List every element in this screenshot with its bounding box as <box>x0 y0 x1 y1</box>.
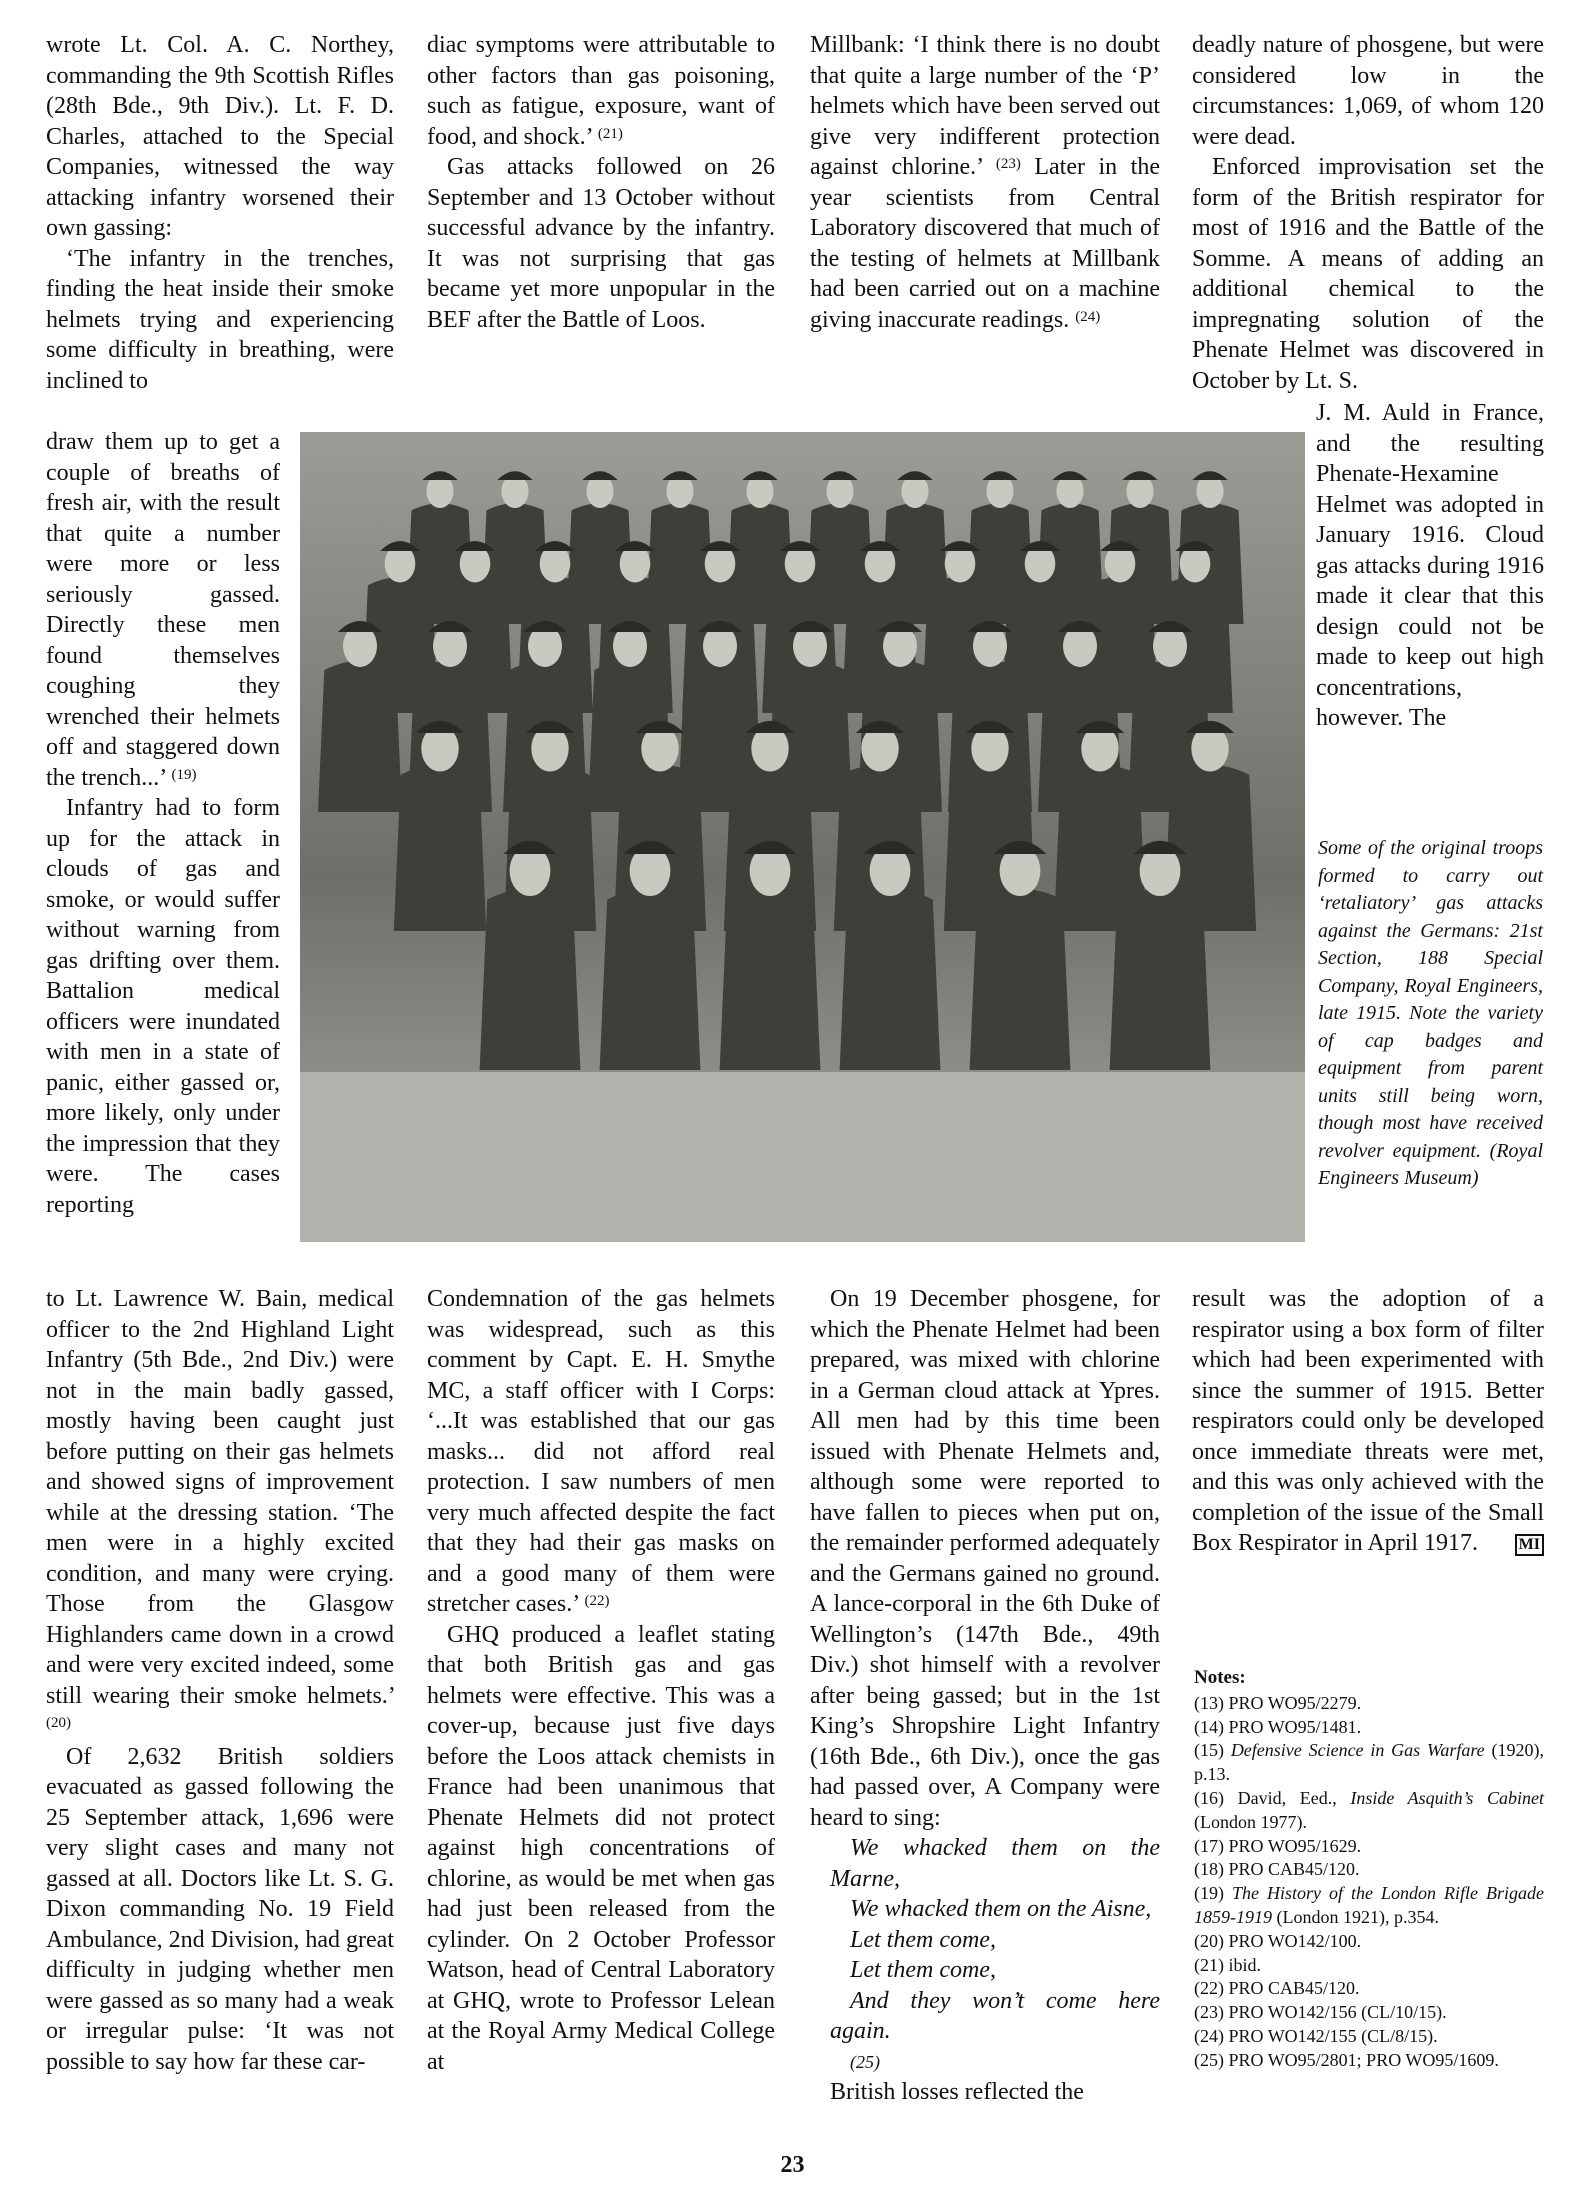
footnote-ref: (20) <box>46 1715 71 1731</box>
soldier-body <box>394 765 486 931</box>
note-item: (21) ibid. <box>1194 1954 1262 1975</box>
column-4-top <box>1192 30 1544 396</box>
footnote-ref: (23) <box>995 156 1021 172</box>
soldier-body <box>840 889 941 1070</box>
column-3-top <box>810 30 1160 335</box>
paragraph: ‘The infantry in the trenches, finding the heat inside their smoke helmets trying and experiencing some difficulty in breathing, were inclined to <box>46 245 394 394</box>
column-2-top <box>427 30 775 335</box>
paragraph: result was the adoption of a respirator using a box form of filter which had been experimented with since the summer of 1915. Better respirators could only be developed once immediate threats were met, and this was only achieved with the completion of the issue of the Small Box Respirator in April 1917. MI <box>1192 1286 1544 1556</box>
paragraph: GHQ produced a leaflet stating that both British gas and gas helmets were effective. This was a cover-up, because just five days before the Loos attack chemists in France had been unanimous that Phenate Helmets did not protect against high concentrations of chlorine, as would be met when gas had just been released from the cylinder. On 2 October Professor Watson, head of Central Laboratory at GHQ, wrote to Professor Lelean at the Royal Army Medical College at <box>427 1621 775 2075</box>
paragraph: Gas attacks followed on 26 September and 13 October without successful advance by the infantry. It was not surprising that gas became yet more unpopular in the BEF after the Battle of Loos. <box>427 154 775 333</box>
paragraph: Enforced improvisation set the form of the British respirator for most of 1916 and the Battle of the Somme. A means of adding an additional chemical to the impregnating solution of the Phenate Helmet was discovered in October by Lt. S. <box>1192 154 1544 394</box>
notes-heading: Notes: <box>1194 1667 1246 1688</box>
soldier-body <box>720 889 821 1070</box>
soldier-body <box>318 661 402 812</box>
verse <box>810 1833 1160 2077</box>
verse-line: Let them come, <box>850 1957 996 1983</box>
note-item: (25) PRO WO95/2801; PRO WO95/1609. <box>1194 2049 1499 2070</box>
note-item: (18) PRO CAB45/120. <box>1194 1859 1360 1880</box>
column-4-bottom <box>1192 1284 1544 1559</box>
paragraph: wrote Lt. Col. A. C. Northey, commanding the 9th Scottish Rifles (28th Bde., 9th Div.). Lt. F. D. Charles, attached to the Special Companies, witnessed the way attacking infantry worsened their own gassing: <box>46 32 394 241</box>
notes-list <box>1194 1692 1544 2073</box>
footnote-ref: (22) <box>584 1593 610 1609</box>
verse-line: Let them come, <box>850 1926 996 1953</box>
note-item: (19) The History of the London Rifle Brigade 1859-1919 (London 1921), p.354. <box>1194 1883 1544 1927</box>
note-item: (13) PRO WO95/2279. <box>1194 1692 1362 1713</box>
page-number: 23 <box>780 2152 805 2178</box>
note-item: (24) PRO WO142/155 (CL/8/15). <box>1194 2025 1438 2046</box>
column-3-bottom <box>810 1284 1160 2108</box>
photo-caption: Some of the original troops formed to carry out ‘retaliatory’ gas attacks against the Germans: 21st Section, 188 Special Company, Royal Engineers, late 1915. Note the variety of cap badges and equipment from parent units still being worn, though most have received revolver equipment. (Royal Engineers Museum) <box>1318 837 1543 1189</box>
footnote-ref: (24) <box>1075 308 1101 325</box>
note-item: (15) Defensive Science in Gas Warfare (1920), p.13. <box>1194 1740 1544 1785</box>
column-4-narrow <box>1316 398 1544 734</box>
verse-line: And they won’t come here again. <box>830 1987 1160 2044</box>
footnote-ref: (25) <box>850 2051 880 2072</box>
column-1-bottom <box>46 1284 394 2077</box>
notes-section <box>1194 1666 1544 2073</box>
note-item: (17) PRO WO95/1629. <box>1194 1835 1362 1856</box>
paragraph: Of 2,632 British soldiers evacuated as gassed following the 25 September attack, 1,696 were very slight cases and many not gassed at all. Doctors like Lt. S. G. Dixon commanding No. 19 Field Ambulance, 2nd Division, had great difficulty in judging whether men were gassed as so many had a weak or irregular pulse: ‘It was not possible to say how far these car- <box>46 1743 394 2075</box>
paragraph: deadly nature of phosgene, but were considered low in the circumstances: 1,069, of whom 120 were dead. <box>1192 32 1544 150</box>
note-item: (23) PRO WO142/156 (CL/10/15). <box>1194 2002 1447 2023</box>
paragraph: Millbank: ‘I think there is no doubt that quite a large number of the ‘P’ helmets which have been served out give very indifferent protection against chlorine.’ $^{(23)}$ Later in the year scientists from Central Laboratory discovered that much of the testing of helmets at Millbank had been carried out on a machine giving inaccurate readings. $^{(24)}$ <box>810 32 1161 333</box>
paragraph: British losses reflected the <box>830 2079 1084 2105</box>
verse-line: We whacked them on the Aisne, <box>850 1896 1152 1922</box>
column-2-bottom <box>427 1284 775 2077</box>
column-1-narrow <box>46 427 280 1220</box>
paragraph: On 19 December phosgene, for which the Phenate Helmet had been prepared, was mixed with chlorine in a German cloud attack at Ypres. All men had by this time been issued with Phenate Helmets and, although some were reported to have fallen to pieces when put on, the remainder performed adequately and the Germans gained no ground. A lance-corporal in the 6th Duke of Wellington’s (147th Bde., 49th Div.) shot himself with a revolver after being gassed; but in the 1st King’s Shropshire Light Infantry (16th Bde., 6th Div.), once the gas had passed over, A Company were heard to sing: <box>810 1286 1160 1831</box>
note-item: (16) David, Eed., Inside Asquith’s Cabinet (London 1977). <box>1194 1787 1544 1832</box>
footnote-ref: (19) <box>171 766 197 783</box>
soldier-body <box>970 889 1071 1070</box>
paragraph: to Lt. Lawrence W. Bain, medical officer to the 2nd Highland Light Infantry (5th Bde., 2nd Div.) were not in the main badly gassed, mostly having been caught just before putting on their gas helmets and showed signs of improvement while at the dressing station. ‘The men were in a highly excited condition, and many were crying. Those from the Glasgow Highlanders came down in a crowd and were very excited indeed, some still wearing their smoke helmets.’ $^{(20)}$ <box>46 1286 394 1731</box>
note-item: (20) PRO WO142/100. <box>1194 1930 1362 1951</box>
paragraph: draw them up to get a couple of breaths of fresh air, with the result that quite a number were more or less seriously gassed. Directly these men found themselves coughing they wrenched their helmets off and staggered down the trench...’ $^{(19)}$ <box>46 429 280 791</box>
paragraph: diac symptoms were attributable to other factors than gas poisoning, such as fatigue, exposure, want of food, and shock.’ $^{(21)}$ <box>427 32 775 150</box>
end-of-article-logo: MI <box>1515 1534 1544 1556</box>
column-1-top <box>46 30 394 396</box>
footnote-ref: (21) <box>597 125 623 142</box>
note-item: (14) PRO WO95/1481. <box>1194 1716 1362 1737</box>
paragraph: J. M. Auld in France, and the resulting Phenate-Hexamine Helmet was adopted in January 1916. Cloud gas attacks during 1916 made it clear that this design could not be made to keep out high concentrations, however. The <box>1316 400 1544 731</box>
soldier-body <box>480 889 581 1070</box>
verse-line: We whacked them on the Marne, <box>830 1835 1160 1892</box>
soldier-body <box>600 889 701 1070</box>
soldier-body <box>1110 889 1211 1070</box>
note-item: (22) PRO CAB45/120. <box>1194 1978 1360 1999</box>
paragraph: Condemnation of the gas helmets was widespread, such as this comment by Capt. E. H. Smythe MC, a staff officer with I Corps: ‘...It was established that our gas masks... did not afford real protection. I saw numbers of men very much affected despite the fact that they had their gas masks on and a good many of them were stretcher cases.’ $^{(22)}$ <box>427 1286 775 1617</box>
group-photograph <box>300 432 1305 1242</box>
paragraph: Infantry had to form up for the attack in clouds of gas and smoke, or would suffer without warning from gas drifting over them. Battalion medical officers were inundated with men in a state of panic, either gassed or, more likely, only under the impression that they were. The cases reporting <box>46 795 280 1218</box>
